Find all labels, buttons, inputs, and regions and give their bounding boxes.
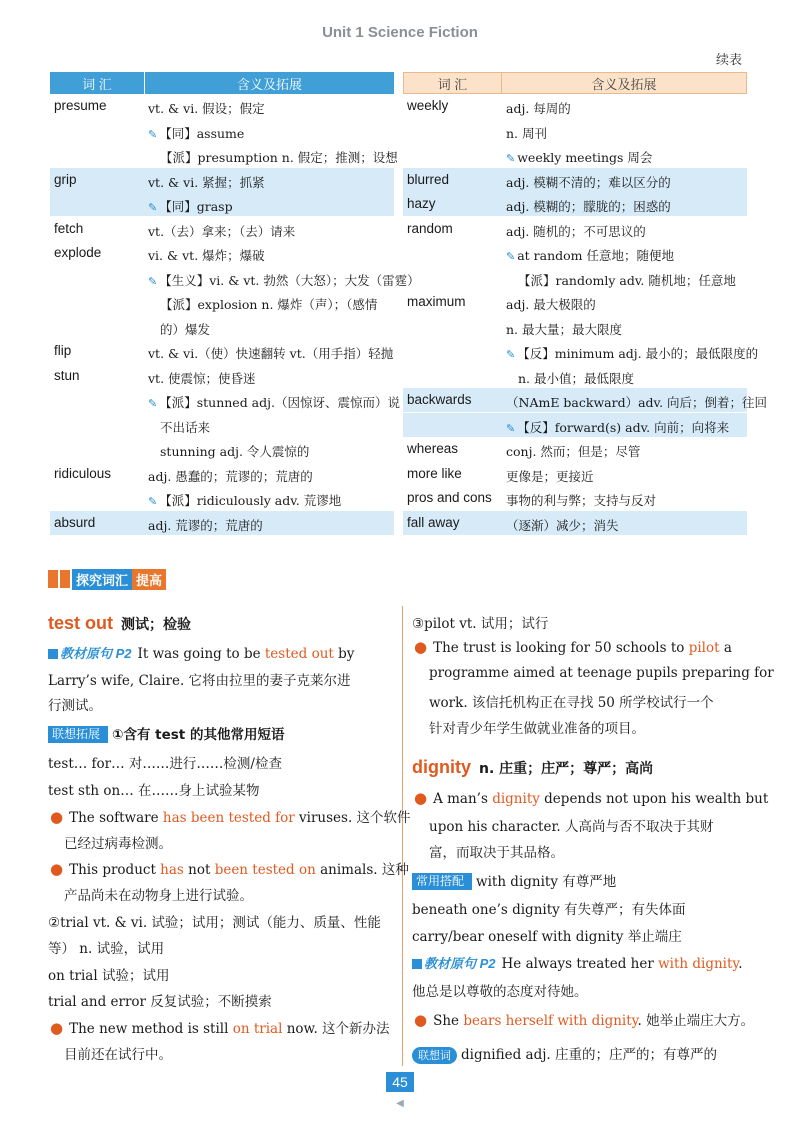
vocab-meaning: ✎ at random 任意地；随便地 (506, 248, 675, 263)
extension-heading: 联想拓展 ①含有 test 的其他常用短语 (48, 723, 284, 743)
text-line: 产品尚未在动物身上进行试验。 (64, 888, 253, 904)
vocab-meaning: ✎ 【同】grasp (148, 199, 233, 214)
pen-icon: ✎ (148, 201, 158, 214)
association-line: 联想词 dignified adj. 庄重的；庄严的；有尊严的 (412, 1043, 717, 1064)
collocation-tag: 常用搭配 (412, 873, 472, 890)
vocab-word: backwards (407, 392, 472, 407)
vocab-meaning: vt. 使震惊；使昏迷 (148, 370, 256, 386)
pen-icon: ✎ (506, 348, 516, 361)
text-line: 针对青少年学生做就业准备的项目。 (429, 721, 645, 737)
vocab-word: whereas (407, 441, 459, 456)
source-tag: 教材原句 P2 (412, 956, 496, 971)
pen-icon: ✎ (148, 127, 158, 141)
vocab-meaning: ✎ 【反】forward(s) adv. 向前；向将来 (506, 419, 730, 435)
vocab-meaning: vt. & vi. 假设；假定 (148, 101, 265, 116)
text-line: 富，而取决于其品格。 (429, 845, 564, 861)
table-row (403, 388, 768, 412)
table-row (50, 192, 394, 216)
table-row (403, 241, 747, 265)
section-level: 提高 (132, 569, 166, 590)
example-line: ● The trust is looking for 50 schools to pilot a (414, 638, 732, 656)
table-row (50, 437, 394, 461)
vocab-meaning: vt.（去）拿来；（去）请来 (148, 223, 296, 239)
example-line: ● This product has not been tested on animals. 这种 (50, 860, 409, 878)
book-icon (48, 570, 70, 588)
table-row (403, 192, 747, 216)
table-row (50, 462, 394, 486)
vocab-word: pros and cons (407, 490, 492, 505)
vocab-word: stun (54, 367, 80, 383)
section-title: 探究词汇 (72, 569, 132, 590)
table-row (403, 437, 747, 461)
vocab-word: explode (54, 245, 102, 260)
source-tag: 教材原句 P2 (48, 646, 132, 661)
book-icon (412, 959, 422, 969)
vocab-meaning: n. 周刊 (506, 125, 547, 141)
table-row (403, 462, 747, 486)
vocab-word: presume (54, 98, 107, 113)
table-row (403, 290, 747, 314)
table-row (50, 486, 394, 510)
table-row (403, 486, 747, 510)
vocab-meaning: 不出话来 (160, 419, 211, 435)
book-icon (48, 649, 58, 659)
col-word-header: 词 汇 (404, 73, 502, 93)
table-row (403, 339, 759, 363)
table-row (50, 388, 400, 412)
phrase-line: test… for… 对……进行……检测/检查 (48, 756, 282, 772)
pen-icon: ✎ (148, 397, 158, 410)
vocab-meaning: adj. 模糊的；朦胧的；困惑的 (506, 199, 671, 214)
extension-tag: 联想拓展 (48, 726, 108, 743)
phrase-line: trial and error 反复试验；不断摸索 (48, 994, 272, 1010)
table-rows (403, 94, 768, 535)
pen-icon: ✎ (506, 152, 516, 165)
table-row (403, 119, 747, 143)
vocab-meaning: adj. 荒谬的；荒唐的 (148, 517, 263, 533)
vocab-word: fetch (54, 220, 84, 236)
vocab-meaning: 【派】presumption n. 假定；推测；设想 (160, 150, 398, 165)
headword-test-out: test out 测试；检验 (48, 613, 191, 633)
table-row (50, 119, 394, 143)
table-row (50, 217, 394, 241)
table-row (403, 143, 747, 167)
vocab-meaning: ✎ 【派】ridiculously adv. 荒谬地 (148, 493, 342, 508)
vocab-word: more like (407, 465, 462, 481)
text-line: work. 该信托机构正在寻找 50 所学校试行一个 (429, 695, 714, 711)
table-row (50, 511, 394, 535)
pen-icon: ✎ (506, 421, 516, 435)
vocab-word: weekly (407, 98, 449, 113)
table-row (50, 339, 394, 363)
vocab-meaning: conj. 然而；但是；尽管 (506, 444, 641, 459)
pen-icon: ✎ (148, 274, 158, 288)
text-line: 等） n. 试验，试用 (48, 941, 165, 957)
table-row (403, 315, 747, 339)
vocab-table-right (403, 72, 768, 535)
text-line: programme aimed at teenage pupils preparing for (429, 665, 774, 681)
vocab-meaning: ✎ 【反】minimum adj. 最小的；最低限度的 (506, 346, 759, 361)
source-sentence: 教材原句 P2 He always treated her with dignity. (412, 953, 743, 972)
col-word-header: 词 汇 (50, 72, 145, 94)
vocab-meaning: adj. 愚蠢的；荒谬的；荒唐的 (148, 468, 313, 484)
vocab-word: random (407, 220, 453, 236)
table-row (403, 168, 747, 192)
example-line: ● A man’s dignity depends not upon his wealth but (414, 789, 769, 807)
vocab-word: hazy (407, 196, 436, 211)
text-line: 目前还在试行中。 (64, 1047, 172, 1063)
table-row (50, 168, 394, 192)
pen-icon: ✎ (506, 250, 516, 263)
vocab-word: flip (54, 343, 72, 358)
bird-icon: ◀ (396, 1098, 404, 1109)
headword-dignity: dignity n. 庄重；庄严；尊严；高尚 (412, 757, 654, 777)
example-line: ● The new method is still on trial now. 这个新办法 (50, 1019, 390, 1037)
vocab-meaning: 事物的利与弊；支持与反对 (506, 493, 657, 508)
collocation-line: 常用搭配 with dignity 有尊严地 (412, 870, 616, 890)
vocab-word: maximum (407, 294, 466, 309)
col-meaning-header: 含义及拓展 (591, 76, 657, 92)
vocab-meaning: adj. 最大极限的 (506, 297, 596, 312)
vocab-meaning: vi. & vt. 爆炸；爆破 (148, 248, 265, 263)
table-header (50, 72, 394, 94)
example-line: ● She bears herself with dignity. 她举止端庄大方。 (414, 1011, 755, 1029)
table-header (403, 72, 747, 94)
text-line: 已经过病毒检测。 (64, 836, 172, 852)
table-row (50, 266, 420, 290)
vocab-meaning: 的）爆发 (160, 321, 211, 337)
continued-label: 续表 (715, 53, 742, 68)
text-line: Larry’s wife, Claire. 它将由拉里的妻子克莱尔进 (48, 673, 351, 689)
table-row (50, 94, 394, 118)
vocab-meaning: 【派】randomly adv. 随机地；任意地 (518, 272, 736, 288)
table-row (403, 511, 747, 535)
unit-header: Unit 1 Science Fiction (322, 24, 478, 41)
col-meaning-header: 含义及拓展 (236, 76, 302, 92)
vocab-meaning: adj. 随机的；不可思议的 (506, 223, 646, 239)
phrase-line: beneath one’s dignity 有失尊严；有失体面 (412, 902, 686, 918)
vocab-meaning: （NAmE backward）adv. 向后；倒着；往回 (506, 395, 768, 410)
table-row (50, 315, 394, 339)
example-line: ● The software has been tested for viruses. 这个软件 (50, 808, 411, 826)
table-row (403, 364, 747, 388)
vocab-word: grip (54, 171, 77, 187)
vocab-meaning: adj. 模糊不清的；难以区分的 (506, 174, 671, 190)
vocab-meaning: adj. 每周的 (506, 101, 571, 116)
vocab-meaning: n. 最大量；最大限度 (506, 321, 622, 337)
vocab-word: blurred (407, 171, 450, 187)
table-row (403, 266, 747, 290)
pen-icon: ✎ (148, 495, 158, 508)
vocab-meaning: n. 最小值；最低限度 (518, 370, 634, 386)
text-line: ②trial vt. & vi. 试验；试用；测试（能力、质量、性能 (48, 915, 381, 931)
vocab-meaning: ✎ weekly meetings 周会 (506, 150, 653, 165)
table-row (50, 364, 394, 388)
column-divider (402, 606, 403, 1066)
vocab-meaning: ✎ 【同】assume (148, 125, 245, 141)
phrase-line: on trial 试验；试用 (48, 968, 170, 984)
phrase-line: carry/bear oneself with dignity 举止端庄 (412, 929, 682, 945)
section-heading (48, 569, 166, 589)
table-row (50, 290, 394, 314)
vocab-meaning: 更像是；更接近 (506, 468, 594, 484)
vocab-meaning: （逐渐）减少；消失 (506, 517, 619, 533)
table-row (50, 143, 398, 167)
table-rows (50, 94, 420, 535)
vocab-meaning: ✎ 【派】stunned adj.（因惊讶、震惊而）说 (148, 395, 400, 410)
vocab-meaning: vt. & vi. 紧握；抓紧 (148, 174, 265, 190)
table-row (403, 217, 747, 241)
text-line: 行测试。 (48, 698, 102, 714)
table-row (50, 241, 394, 265)
table-row (403, 94, 747, 118)
phrase-line: test sth on… 在……身上试验某物 (48, 783, 260, 799)
phrase-line: ③pilot vt. 试用；试行 (412, 616, 549, 632)
source-sentence: 教材原句 P2 It was going to be tested out by (48, 643, 354, 662)
table-row (403, 413, 747, 437)
vocab-word: ridiculous (54, 465, 112, 481)
table-row (50, 413, 394, 437)
page-number: 45 (386, 1072, 414, 1092)
vocab-meaning: ✎ 【生义】vi. & vt. 勃然（大怒）；大发（雷霆） (148, 272, 420, 288)
text-line: 他总是以尊敬的态度对待她。 (412, 984, 588, 1000)
vocab-meaning: stunning adj. 令人震惊的 (160, 444, 310, 459)
vocab-word: fall away (407, 514, 460, 530)
vocab-meaning: 【派】explosion n. 爆炸（声）；（感情 (160, 297, 378, 312)
vocab-word: absurd (54, 514, 96, 530)
vocab-meaning: vt. & vi.（使）快速翻转 vt.（用手指）轻抛 (148, 346, 394, 361)
text-line: upon his character. 人高尚与否不取决于其财 (429, 819, 714, 835)
vocab-table-left (50, 72, 420, 535)
association-tag: 联想词 (412, 1047, 457, 1064)
